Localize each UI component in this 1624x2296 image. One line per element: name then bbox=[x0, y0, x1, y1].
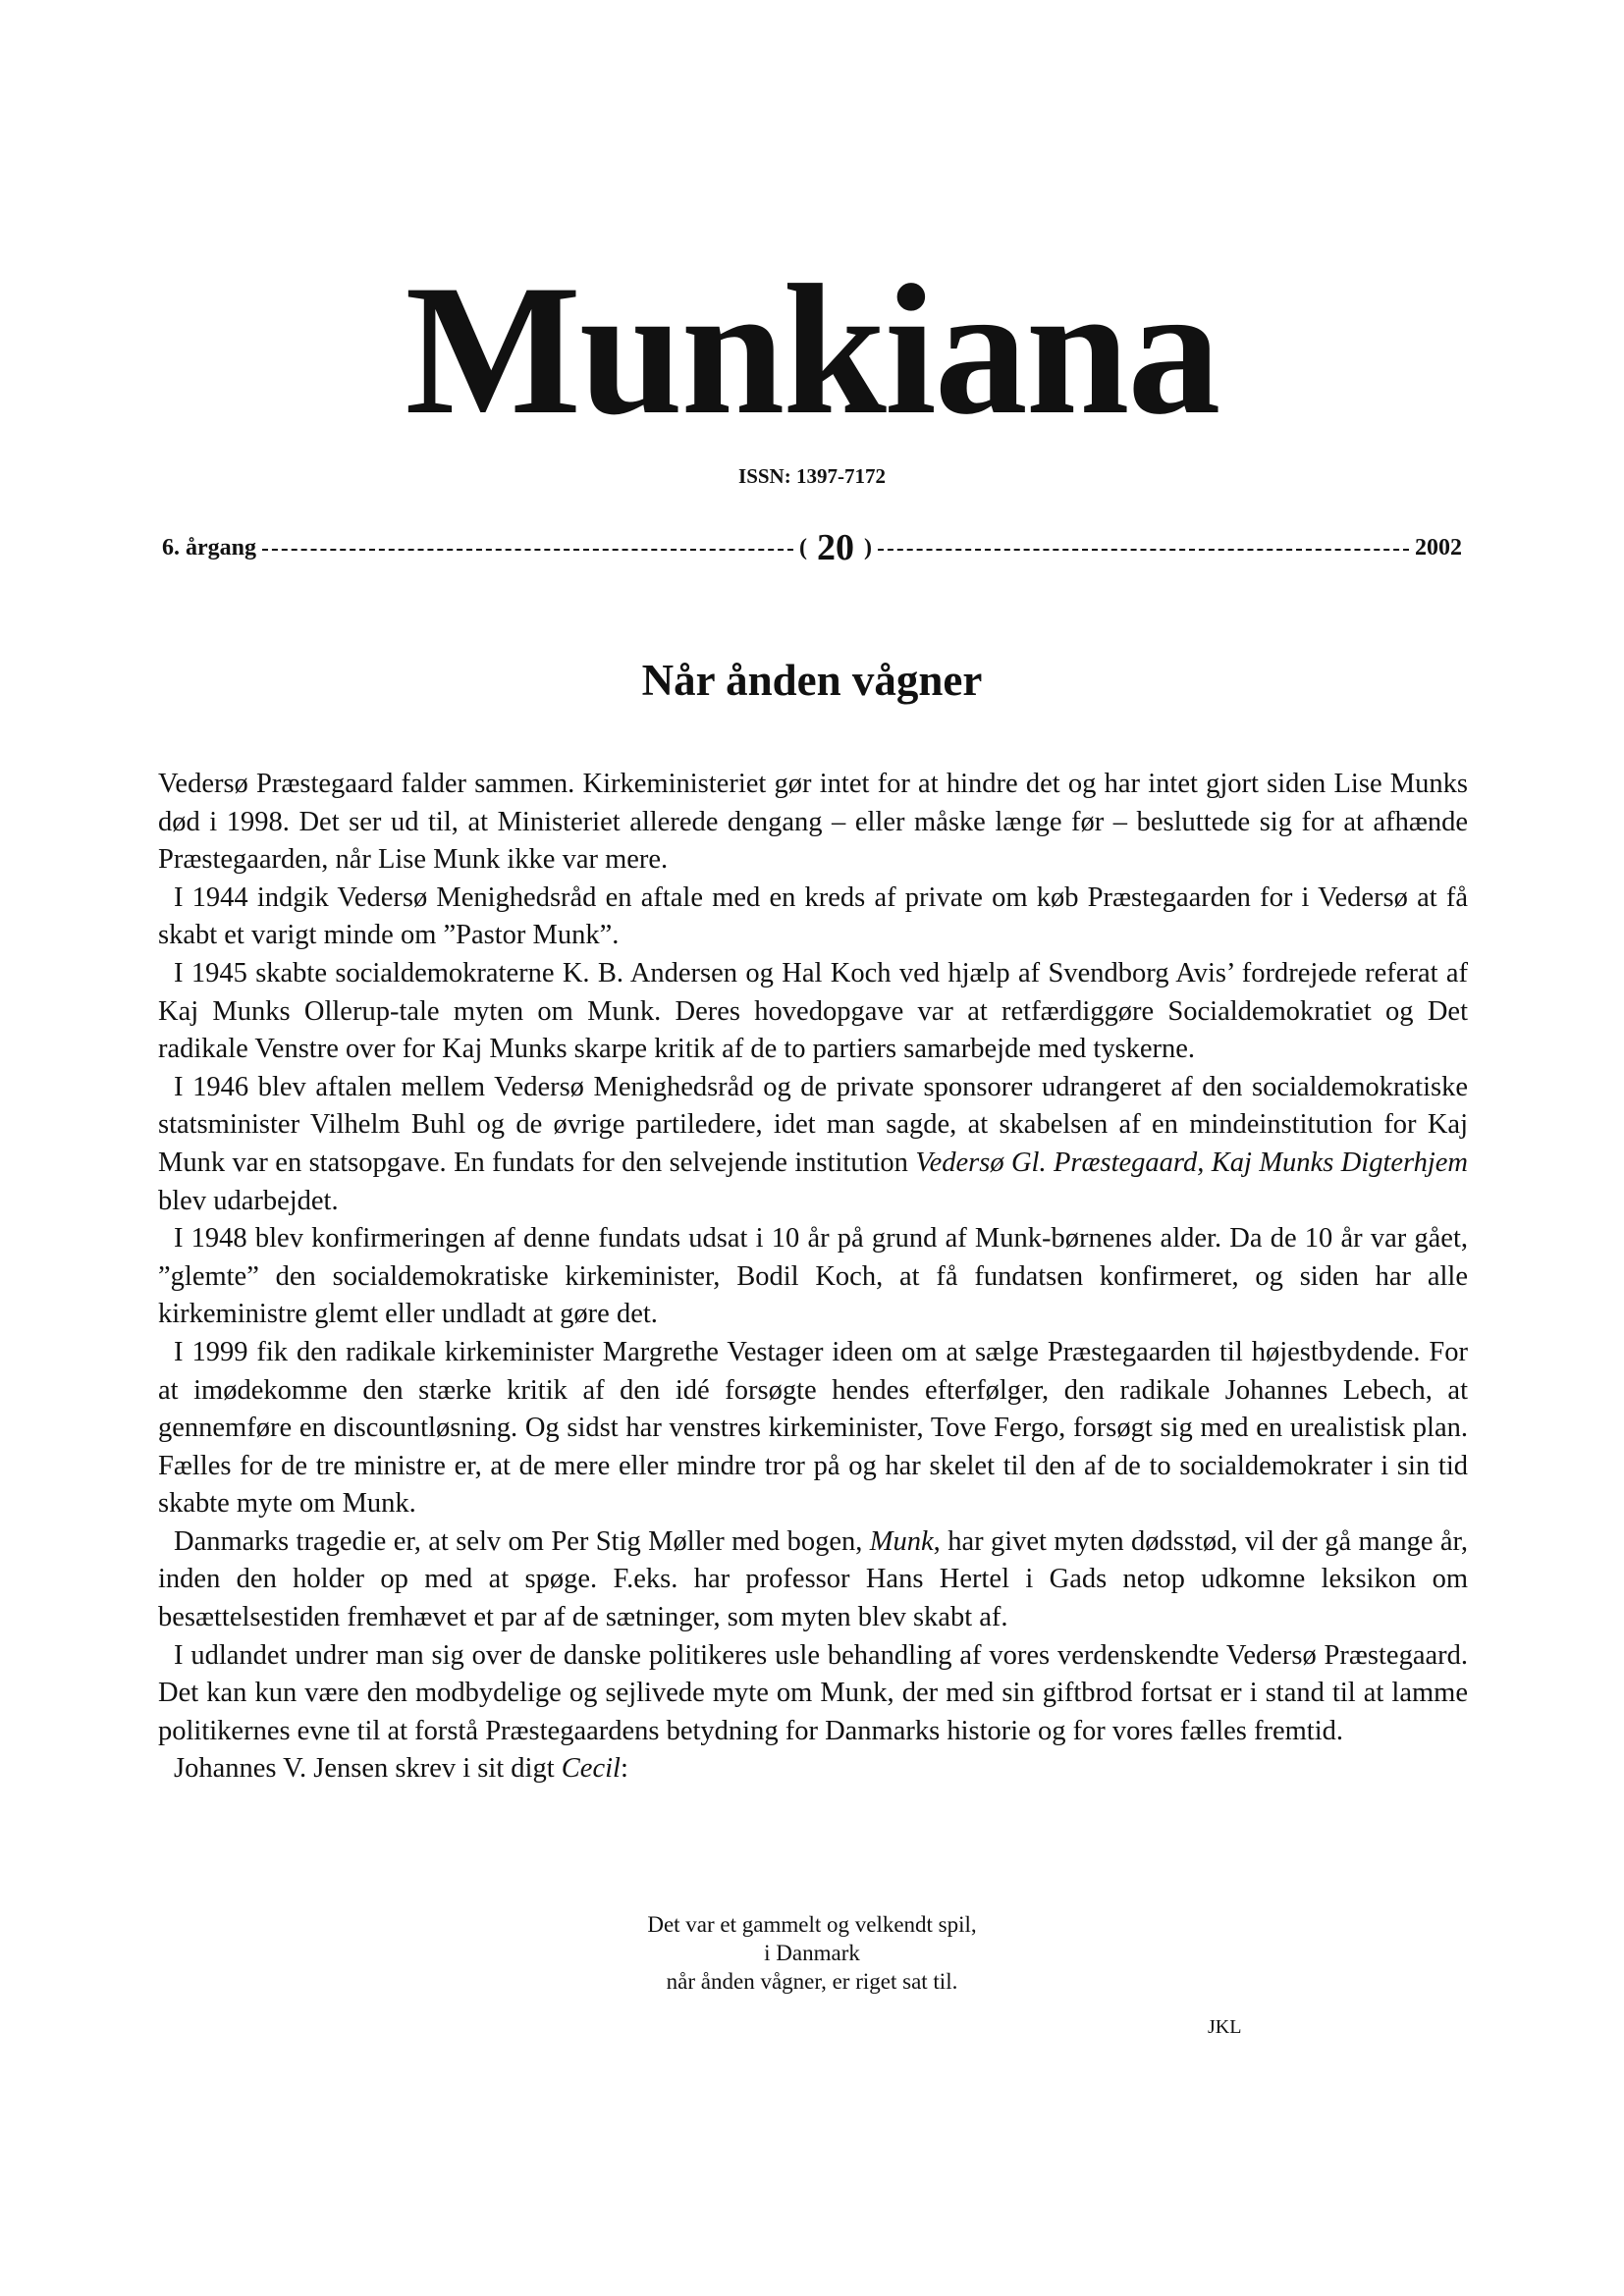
paragraph-7-text-b: , har givet myten dødsstød, vil der gå mange år, inden den holder op med at spøge. F.eks. har professor Hans Hertel i Gads netop udkomne leksikon om besættelsestiden fremhævet et par af de sætninger, som myten blev skabt af. bbox=[158, 1525, 1469, 1633]
poem-line-3: når ånden vågner, er riget sat til. bbox=[666, 1969, 958, 1994]
paragraph-7-text-a: Danmarks tragedie er, at selv om Per Stig Møller med bogen, bbox=[174, 1525, 870, 1557]
paragraph-9-text-a: Johannes V. Jensen skrev i sit digt bbox=[174, 1753, 562, 1785]
paragraph-2: I 1944 indgik Vedersø Menighedsråd en aftale med en kreds af private om køb Præstegaarden for i Vedersø at få skabt et varigt minde om ”Pastor Munk”. bbox=[158, 881, 1468, 951]
institution-name: Vedersø Gl. Præstegaard, Kaj Munks Digterhjem bbox=[915, 1147, 1469, 1178]
article-body bbox=[158, 766, 1468, 1789]
paragraph-4-text-a: I 1946 blev aftalen mellem Vedersø Menighedsråd og de private sponsorer udrangeret af den socialdemokratiske statsminister Vilhelm Buhl og de øvrige partiledere, idet man sagde, at skabelsen af en mindeinstitution for Kaj Munk var en statsopgave. En fundats for den selvejende institution bbox=[158, 1071, 1468, 1178]
issue-close-paren: ) bbox=[864, 534, 872, 561]
volume-label: 6. årgang bbox=[162, 534, 256, 561]
masthead-title: Munkiana bbox=[405, 247, 1219, 454]
issn-number: ISSN: 1397-7172 bbox=[738, 464, 886, 488]
book-title: Munk bbox=[869, 1525, 934, 1557]
poem-title: Cecil bbox=[561, 1753, 621, 1785]
article-headline: Når ånden vågner bbox=[641, 656, 983, 705]
dashed-rule-left bbox=[262, 549, 793, 551]
paragraph-7 bbox=[158, 1523, 1468, 1637]
author-signature: JKL bbox=[1208, 2016, 1242, 2038]
issue-line bbox=[162, 528, 1462, 567]
paragraph-6: I 1999 fik den radikale kirkeminister Margrethe Vestager ideen om at sælge Præstegaarden til højestbydende. For at imødekomme den stærke kritik af den idé forsøgte hendes efterfølger, den radikale Johannes Lebech, at gennemføre en discountløsning. Og sidst har venstres kirkeminister, Tove Fergo, forsøgt sig med en urealistisk plan. Fælles for de tre ministre er, at de mere eller mindre tror på og har skelet til den af de to socialdemokrater i sin tid skabte myte om Munk. bbox=[158, 1336, 1468, 1520]
dashed-rule-right bbox=[878, 549, 1409, 551]
paragraph-9 bbox=[158, 1750, 1468, 1789]
paragraph-1: Vedersø Præstegaard falder sammen. Kirkeministeriet gør intet for at hindre det og har intet gjort siden Lise Munks død i 1998. Det ser ud til, at Ministeriet allerede dengang – eller måske længe før – besluttede sig for at afhænde Præstegaarden, når Lise Munk ikke var mere. bbox=[158, 769, 1468, 876]
paragraph-9-text-b: : bbox=[620, 1753, 628, 1785]
paragraph-3: I 1945 skabte socialdemokraterne K. B. Andersen og Hal Koch ved hjælp af Svendborg Avis’ fordrejede referat af Kaj Munks Ollerup-tale myten om Munk. Deres hovedopgave var at retfærdiggøre Socialdemokratiet og Det radikale Venstre over for Kaj Munks skarpe kritik af de to partiers samarbejde med tyskerne. bbox=[158, 957, 1468, 1065]
poem-line-1: Det var et gammelt og velkendt spil, bbox=[647, 1912, 977, 1937]
paragraph-4 bbox=[158, 1069, 1468, 1220]
poem-line-2: i Danmark bbox=[764, 1941, 860, 1965]
issue-year: 2002 bbox=[1415, 534, 1462, 561]
paragraph-8: I udlandet undrer man sig over de danske politikeres usle behandling af vores verdenskendte Vedersø Præstegaard. Det kan kun være den modbydelige og sejlivede myte om Munk, der med sin giftbrod fortsat er i stand til at lamme politikernes evne til at forstå Præstegaardens betydning for Danmarks historie og for vores fælles fremtid. bbox=[158, 1639, 1468, 1746]
issue-open-paren: ( bbox=[799, 534, 807, 561]
paragraph-4-text-b: blev udarbejdet. bbox=[158, 1185, 339, 1216]
poem-quote bbox=[0, 1910, 1624, 1996]
paragraph-5: I 1948 blev konfirmeringen af denne fundats udsat i 10 år på grund af Munk-børnenes alder. Da de 10 år var gået, ”glemte” den socialdemokratiske kirkeminister, Bodil Koch, at få fundatsen konfirmeret, og siden har alle kirkeministre glemt eller undladt at gøre det. bbox=[158, 1223, 1468, 1330]
issue-number: 20 bbox=[817, 527, 854, 568]
